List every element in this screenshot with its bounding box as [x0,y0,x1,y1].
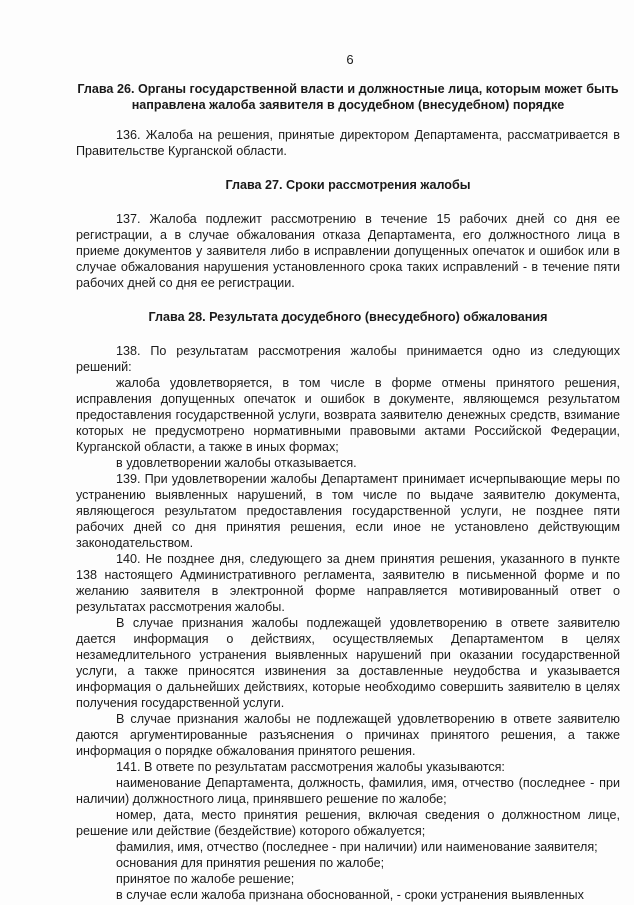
chapter-28-heading: Глава 28. Результата досудебного (внесудебного) обжалования [148,310,548,324]
paragraph-141-item-1: наименование Департамента, должность, фамилия, имя, отчество (последнее - при наличии) должностного лица, принявшего решение по жалобе; [76,776,620,806]
document-content [76,50,620,903]
page-number: 6 [346,52,354,67]
chapter-26-heading: Глава 26. Органы государственной власти и должностные лица, которым может быть направлена жалоба заявителя в досудебном (внесудебном) порядке [77,82,619,112]
paragraph-141-item-6: в случае если жалоба признана обоснованной, - сроки устранения выявленных [116,888,584,902]
chapter-27-heading: Глава 27. Сроки рассмотрения жалобы [225,178,471,192]
paragraph-140-rejected: В случае признания жалобы не подлежащей удовлетворению в ответе заявителю даются аргументированные разъяснения о причинах принятого решения, а также информация о порядке обжалования принятого решения. [76,712,620,758]
paragraph-140-satisfied: В случае признания жалобы подлежащей удовлетворению в ответе заявителю дается информация о действиях, осуществляемых Департаментом в целях незамедлительного устранения выявленных нарушений при оказании государственной услуги, а также приносятся извинения за доставленные неудобства и указывается информация о дальнейших действиях, которые необходимо совершить заявителю в целях получения государственной услуги. [76,616,620,710]
paragraph-141-item-3: фамилия, имя, отчество (последнее - при наличии) или наименование заявителя; [116,840,598,854]
paragraph-141: 141. В ответе по результатам рассмотрения жалобы указываются: [116,760,505,774]
paragraph-138-option-2: в удовлетворении жалобы отказывается. [116,456,357,470]
paragraph-141-item-4: основания для принятия решения по жалобе; [116,856,385,870]
paragraph-136: 136. Жалоба на решения, принятые директором Департамента, рассматривается в Правительстве Курганской области. [76,128,620,158]
paragraph-137: 137. Жалоба подлежит рассмотрению в течение 15 рабочих дней со дня ее регистрации, а в случае обжалования отказа Департамента, его должностного лица в приеме документов у заявителя либо в исправлении допущенных опечаток и ошибок или в случае обжалования нарушения установленного срока таких исправлений - в течение пяти рабочих дней со дня ее регистрации. [76,212,620,290]
paragraph-141-item-2: номер, дата, место принятия решения, включая сведения о должностном лице, решение или действие (бездействие) которого обжалуется; [76,808,620,838]
paragraph-138-option-1: жалоба удовлетворяется, в том числе в форме отмены принятого решения, исправления допущенных опечаток и ошибок в документе, являющемся результатом предоставления государственной услуги, возврата заявителю денежных средств, взимание которых не предусмотрено нормативными правовыми актами Российской Федерации, Курганской области, а также в иных формах; [76,376,620,454]
paragraph-138: 138. По результатам рассмотрения жалобы принимается одно из следующих решений: [76,344,620,374]
paragraph-141-item-5: принятое по жалобе решение; [116,872,295,886]
paragraph-140: 140. Не позднее дня, следующего за днем принятия решения, указанного в пункте 138 настоящего Административного регламента, заявителю в письменной форме и по желанию заявителя в электронной форме направляется мотивированный ответ о результатах рассмотрения жалобы. [76,552,620,614]
paragraph-139: 139. При удовлетворении жалобы Департамент принимает исчерпывающие меры по устранению выявленных нарушений, в том числе по выдаче заявителю документа, являющегося результатом предоставления государственной услуги, не позднее пяти рабочих дней со дня принятия решения, если иное не установлено действующим законодательством. [76,472,620,550]
